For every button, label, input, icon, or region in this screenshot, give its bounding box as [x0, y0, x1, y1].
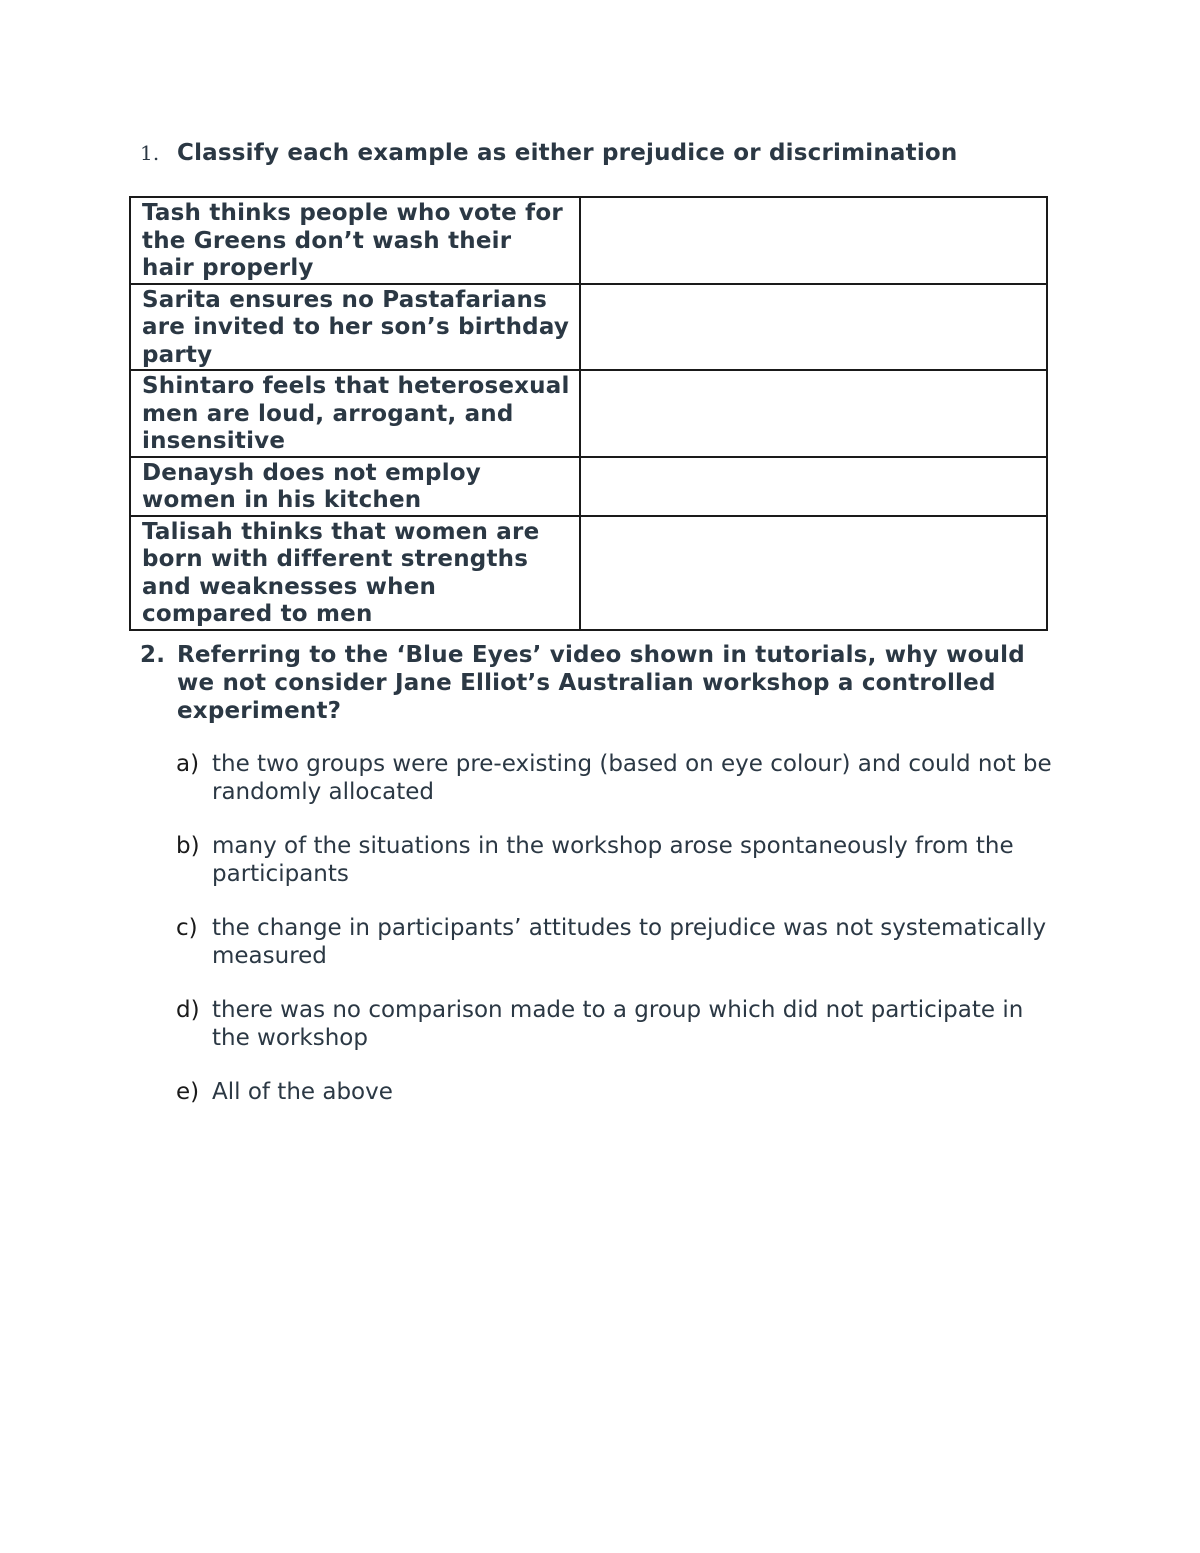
answer-cell[interactable] — [580, 284, 1048, 371]
question-2-number: 2. — [140, 642, 166, 668]
option-text: there was no comparison made to a group which did not participate in the workshop — [212, 997, 1024, 1051]
answer-option-b[interactable] — [176, 833, 1056, 888]
answer-cell[interactable] — [580, 370, 1048, 457]
option-letter: e) — [176, 1079, 200, 1105]
option-letter: a) — [176, 751, 200, 777]
option-letter: c) — [176, 915, 198, 941]
statement-cell: Sarita ensures no Pastafarians are invited to her son’s birthday party — [130, 284, 580, 371]
table-row — [130, 197, 1047, 284]
option-text: the change in participants’ attitudes to prejudice was not systematically measured — [212, 915, 1047, 969]
option-letter: b) — [176, 833, 200, 859]
question-1-number: 1. — [140, 141, 160, 165]
question-1-title: Classify each example as either prejudice or discrimination — [177, 140, 958, 166]
option-text: many of the situations in the workshop arose spontaneously from the participants — [212, 833, 1014, 887]
table-row — [130, 284, 1047, 371]
question-1-heading — [140, 140, 957, 166]
answer-option-e[interactable] — [176, 1079, 1056, 1107]
statement-cell: Talisah thinks that women are born with different strengths and weaknesses when compared to men — [130, 516, 580, 630]
answer-option-a[interactable] — [176, 751, 1056, 806]
table-row — [130, 457, 1047, 516]
statement-cell: Shintaro feels that heterosexual men are loud, arrogant, and insensitive — [130, 370, 580, 457]
answer-option-d[interactable] — [176, 997, 1056, 1052]
question-2-title: Referring to the ‘Blue Eyes’ video shown in tutorials, why would we not consider Jane Elliot’s Australian workshop a controlled experiment? — [177, 642, 1025, 724]
answer-cell[interactable] — [580, 457, 1048, 516]
question-2-heading — [140, 641, 1040, 725]
answer-option-c[interactable] — [176, 915, 1056, 970]
answer-options-list — [176, 751, 1056, 1134]
answer-cell[interactable] — [580, 197, 1048, 284]
classification-table — [129, 196, 1048, 631]
answer-cell[interactable] — [580, 516, 1048, 630]
table-row — [130, 516, 1047, 630]
option-letter: d) — [176, 997, 200, 1023]
option-text: All of the above — [212, 1079, 393, 1105]
option-text: the two groups were pre-existing (based on eye colour) and could not be randomly allocated — [212, 751, 1052, 805]
table-row — [130, 370, 1047, 457]
statement-cell: Tash thinks people who vote for the Greens don’t wash their hair properly — [130, 197, 580, 284]
statement-cell: Denaysh does not employ women in his kitchen — [130, 457, 580, 516]
